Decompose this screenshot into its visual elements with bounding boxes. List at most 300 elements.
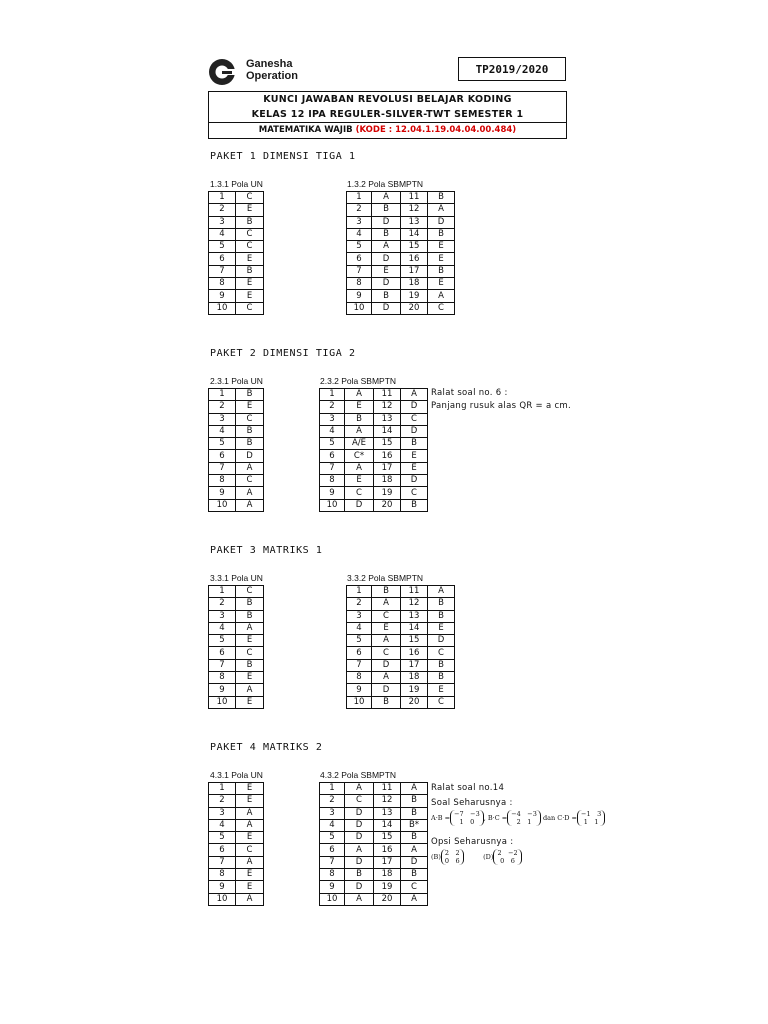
question-number: 10 [209,893,236,905]
un-table-label: 1.3.1 Pola UN [210,179,263,189]
table-row [347,635,455,647]
question-number: 16 [401,253,428,265]
table-row [347,684,455,696]
question-number: 20 [401,302,428,314]
erratum-note: Ralat soal no.14 [431,783,505,793]
answer-cell: C [236,475,264,487]
question-number: 9 [209,881,236,893]
table-row [320,856,428,868]
answer-cell: B [372,290,401,302]
table-row [209,192,264,204]
question-number: 5 [347,635,372,647]
answer-cell: C [401,413,428,425]
answer-cell: A [372,241,401,253]
formula-ab-label: A·B = [431,814,451,822]
matrix-option-d [493,849,521,865]
question-number: 1 [347,192,372,204]
question-number: 13 [374,807,401,819]
question-number: 9 [320,881,345,893]
question-number: 7 [209,462,236,474]
table-row [347,610,455,622]
question-number: 5 [209,438,236,450]
question-number: 20 [374,499,401,511]
question-number: 9 [347,684,372,696]
answer-cell: B [345,413,374,425]
answer-cell: B [428,265,455,277]
question-number: 1 [209,783,236,795]
question-number: 19 [401,290,428,302]
table-row [320,438,428,450]
question-number: 18 [374,869,401,881]
answer-cell: E [372,622,401,634]
answer-cell: B [345,869,374,881]
table-row [320,819,428,831]
answer-cell: B [236,610,264,622]
un-answer-table [208,585,264,709]
answer-cell: B [428,192,455,204]
table-row [209,253,264,265]
question-number: 6 [209,844,236,856]
table-row [209,241,264,253]
answer-cell: D [345,881,374,893]
table-row [320,881,428,893]
option-b-label: (B) [431,853,441,861]
table-row [347,696,455,708]
sbmptn-answer-table [319,782,428,906]
question-number: 8 [347,672,372,684]
sbmptn-table-label: 3.3.2 Pola SBMPTN [347,573,424,583]
un-table-label: 2.3.1 Pola UN [210,376,263,386]
table-row [209,832,264,844]
question-number: 10 [347,696,372,708]
answer-cell: B [401,869,428,881]
answer-cell: C [236,844,264,856]
answer-cell: B [401,807,428,819]
answer-cell: E [236,696,264,708]
question-number: 5 [209,832,236,844]
table-row [347,647,455,659]
question-number: 5 [320,438,345,450]
answer-cell: C [236,413,264,425]
answer-cell: A [401,783,428,795]
matrix-row: 2 1 [516,818,532,826]
table-row [320,450,428,462]
answer-cell: A [401,844,428,856]
question-number: 5 [320,832,345,844]
un-answer-table [208,191,264,315]
answer-cell: A [236,684,264,696]
answer-cell: B [372,586,401,598]
question-number: 8 [209,672,236,684]
question-number: 17 [374,856,401,868]
matrix-row: 0 6 [444,857,460,865]
table-row [209,807,264,819]
table-row [209,487,264,499]
table-row [320,401,428,413]
question-number: 2 [209,204,236,216]
matrix-row: 2 2 [444,849,460,857]
question-number: 20 [374,893,401,905]
question-number: 12 [374,401,401,413]
answer-cell: D [345,832,374,844]
answer-cell: C [345,795,374,807]
logo-line2: Operation [246,70,298,82]
answer-cell: A [401,389,428,401]
table-row [320,869,428,881]
answer-cell: D [372,278,401,290]
question-number: 1 [209,192,236,204]
answer-cell: D [372,253,401,265]
table-row [209,475,264,487]
table-row [209,290,264,302]
question-number: 4 [209,425,236,437]
question-number: 19 [374,487,401,499]
answer-cell: B [401,795,428,807]
erratum-note: Ralat soal no. 6 : [431,388,508,398]
answer-cell: D [372,684,401,696]
question-number: 8 [320,869,345,881]
question-number: 4 [209,622,236,634]
question-number: 14 [401,228,428,240]
question-number: 16 [401,647,428,659]
question-number: 7 [320,462,345,474]
answer-cell: A [345,844,374,856]
question-number: 15 [401,635,428,647]
header-kode: (KODE : 12.04.1.19.04.04.00.484) [355,125,517,135]
question-number: 11 [401,192,428,204]
question-number: 4 [347,228,372,240]
question-number: 7 [209,265,236,277]
answer-cell: D [345,856,374,868]
erratum-note: Opsi Seharusnya : [431,837,514,847]
question-number: 3 [347,216,372,228]
matrix-bc [507,810,541,826]
answer-cell: A [345,462,374,474]
question-number: 8 [320,475,345,487]
answer-cell: B [236,389,264,401]
answer-cell: E [236,672,264,684]
question-number: 11 [374,389,401,401]
matrix-row: 2 −2 [497,849,518,857]
question-number: 6 [209,253,236,265]
table-row [209,795,264,807]
un-table-label: 3.3.1 Pola UN [210,573,263,583]
answer-cell: B [372,204,401,216]
spacer [464,853,484,861]
table-row [209,228,264,240]
section-title: PAKET 4 MATRIKS 2 [210,742,323,753]
answer-cell: A [372,598,401,610]
answer-cell: C [236,241,264,253]
question-number: 6 [320,450,345,462]
un-table-label: 4.3.1 Pola UN [210,770,263,780]
answer-cell: D [345,807,374,819]
answer-cell: D [401,425,428,437]
table-row [347,192,455,204]
answer-cell: B [428,659,455,671]
question-number: 12 [401,598,428,610]
table-row [320,475,428,487]
answer-cell: B [401,832,428,844]
answer-cell: A [236,856,264,868]
table-row [347,302,455,314]
table-row [347,672,455,684]
table-row [209,389,264,401]
matrix-row: 1 0 [459,818,475,826]
answer-cell: B [401,438,428,450]
question-number: 3 [209,807,236,819]
question-number: 15 [401,241,428,253]
question-number: 2 [209,598,236,610]
table-row [209,265,264,277]
company-logo [208,56,328,88]
sbmptn-answer-table [319,388,428,512]
un-answer-table [208,782,264,906]
question-number: 1 [320,389,345,401]
table-row [209,783,264,795]
answer-cell: E [428,622,455,634]
question-number: 16 [374,844,401,856]
question-number: 4 [209,228,236,240]
question-number: 6 [320,844,345,856]
answer-cell: C [401,487,428,499]
question-number: 13 [401,216,428,228]
answer-cell: B [428,598,455,610]
question-number: 20 [401,696,428,708]
table-row [320,425,428,437]
table-row [320,844,428,856]
table-row [209,278,264,290]
question-number: 10 [320,499,345,511]
question-number: 4 [209,819,236,831]
question-number: 7 [347,659,372,671]
question-number: 9 [347,290,372,302]
question-number: 10 [209,499,236,511]
answer-cell: C [236,647,264,659]
question-number: 12 [374,795,401,807]
answer-cell: A [345,893,374,905]
question-number: 10 [209,696,236,708]
answer-cell: B [428,228,455,240]
table-row [320,389,428,401]
answer-cell: C [428,696,455,708]
answer-cell: D [372,216,401,228]
question-number: 6 [347,647,372,659]
table-row [209,413,264,425]
answer-cell: E [236,401,264,413]
question-number: 3 [320,413,345,425]
document-header [208,91,567,139]
table-row [209,696,264,708]
table-row [347,278,455,290]
answer-cell: B [236,265,264,277]
answer-cell: C [236,192,264,204]
answer-cell: E [236,795,264,807]
answer-cell: A [236,499,264,511]
header-subject: MATEMATIKA WAJIB [258,125,353,135]
answer-cell: E [236,204,264,216]
question-number: 12 [401,204,428,216]
table-row [320,795,428,807]
section-title: PAKET 3 MATRIKS 1 [210,545,323,556]
question-number: 10 [347,302,372,314]
answer-cell: C [428,302,455,314]
question-number: 17 [401,659,428,671]
answer-cell: E [236,290,264,302]
table-row [209,869,264,881]
table-row [209,598,264,610]
answer-cell: E [428,241,455,253]
question-number: 17 [401,265,428,277]
table-row [347,290,455,302]
answer-cell: E [236,783,264,795]
question-number: 2 [209,795,236,807]
answer-cell: C [372,647,401,659]
table-row [209,647,264,659]
header-class: KELAS 12 IPA REGULER-SILVER-TWT SEMESTER 1 [251,109,524,120]
answer-cell: E [428,278,455,290]
answer-cell: D [236,450,264,462]
logo-line1: Ganesha [246,58,293,70]
table-row [209,856,264,868]
table-row [320,783,428,795]
sbmptn-table-label: 1.3.2 Pola SBMPTN [347,179,424,189]
formula-cd-label: dan C·D = [540,814,577,822]
table-row [320,499,428,511]
sbmptn-table-label: 4.3.2 Pola SBMPTN [320,770,397,780]
question-number: 8 [347,278,372,290]
table-row [347,598,455,610]
question-number: 19 [374,881,401,893]
table-row [347,204,455,216]
question-number: 18 [401,672,428,684]
answer-cell: A [236,462,264,474]
table-row [209,881,264,893]
answer-cell: B [236,438,264,450]
answer-cell: A [428,204,455,216]
answer-cell: C [236,302,264,314]
question-number: 3 [320,807,345,819]
answer-cell: E [236,881,264,893]
answer-cell: B [372,696,401,708]
matrix-row: −7 −3 [454,810,480,818]
table-row [209,438,264,450]
answer-cell: D [345,819,374,831]
answer-cell: D [345,499,374,511]
answer-cell: A [236,893,264,905]
answer-cell: C [236,228,264,240]
answer-cell: B [428,672,455,684]
answer-cell: B [236,598,264,610]
answer-cell: D [401,401,428,413]
table-row [347,265,455,277]
question-number: 13 [374,413,401,425]
question-number: 3 [209,610,236,622]
question-number: 1 [209,389,236,401]
question-number: 1 [209,586,236,598]
question-number: 2 [347,204,372,216]
question-number: 8 [209,278,236,290]
question-number: 5 [209,241,236,253]
table-row [209,401,264,413]
answer-cell: A [372,635,401,647]
table-row [209,204,264,216]
question-number: 11 [401,586,428,598]
answer-cell: A [236,622,264,634]
question-number: 7 [320,856,345,868]
table-row [347,228,455,240]
answer-cell: B [236,425,264,437]
answer-cell: D [401,475,428,487]
table-row [209,893,264,905]
answer-cell: B* [401,819,428,831]
erratum-note: Soal Seharusnya : [431,798,513,808]
sbmptn-table-label: 2.3.2 Pola SBMPTN [320,376,397,386]
answer-cell: C [236,586,264,598]
answer-cell: E [401,450,428,462]
table-row [320,807,428,819]
question-number: 19 [401,684,428,696]
table-row [209,462,264,474]
option-d-label: (D) [483,853,494,861]
table-row [320,832,428,844]
table-row [320,413,428,425]
question-number: 10 [209,302,236,314]
sbmptn-answer-table [346,191,455,315]
question-number: 13 [401,610,428,622]
matrix-row: 0 6 [500,857,515,865]
answer-cell: C [401,881,428,893]
question-number: 1 [320,783,345,795]
answer-cell: E [236,635,264,647]
question-number: 9 [209,290,236,302]
question-number: 5 [209,635,236,647]
section-title: PAKET 1 DIMENSI TIGA 1 [210,151,356,162]
corrected-options-formula [431,849,522,865]
question-number: 4 [320,819,345,831]
question-number: 14 [401,622,428,634]
question-number: 3 [209,413,236,425]
question-number: 8 [209,475,236,487]
answer-cell: A [345,425,374,437]
answer-cell: E [236,832,264,844]
question-number: 15 [374,832,401,844]
table-row [209,586,264,598]
table-row [347,622,455,634]
answer-cell: A [236,807,264,819]
answer-cell: C [428,647,455,659]
answer-cell: B [236,216,264,228]
question-number: 14 [374,819,401,831]
document-code: TP2019/2020 [458,57,566,81]
question-number: 9 [209,487,236,499]
table-row [347,253,455,265]
table-row [320,462,428,474]
question-number: 9 [209,684,236,696]
answer-cell: A [345,783,374,795]
question-number: 7 [347,265,372,277]
table-row [209,499,264,511]
matrix-row: 1 1 [583,818,599,826]
table-row [320,893,428,905]
table-row [209,425,264,437]
answer-cell: C [345,487,374,499]
section-title: PAKET 2 DIMENSI TIGA 2 [210,348,356,359]
question-number: 8 [209,869,236,881]
table-row [209,302,264,314]
answer-cell: D [428,635,455,647]
question-number: 10 [320,893,345,905]
